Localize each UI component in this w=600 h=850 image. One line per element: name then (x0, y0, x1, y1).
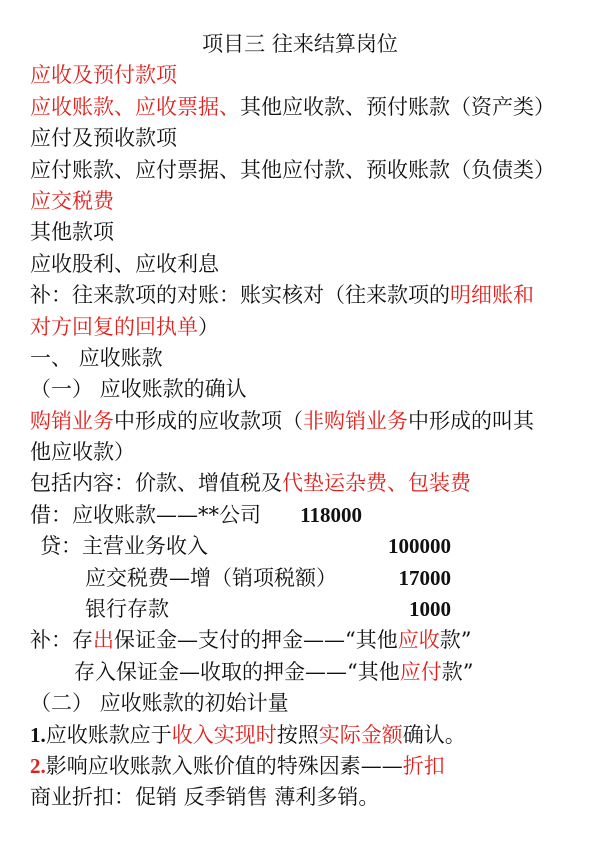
text-segment: 借：应收账款——**公司 (30, 502, 261, 527)
text-segment: 项目三 往来结算岗位 (202, 32, 398, 56)
text-line (30, 751, 590, 782)
highlighted-text: 代垫运杂费、包装费 (282, 471, 471, 496)
text-segment: （一） 应收账款的确认 (30, 377, 247, 402)
highlighted-text: 折扣 (402, 753, 445, 778)
text-segment: 补：往来款项的对账：账实核对（往来款项的 (30, 283, 450, 308)
text-segment: 应付账款、应付票据、其他应付款、预收账款（负债类） (30, 157, 555, 182)
text-line (30, 123, 590, 154)
text-line (30, 563, 590, 594)
text-segment: 应收股利、应收利息 (30, 251, 219, 276)
text-line (30, 374, 590, 405)
text-segment: 确认。 (402, 722, 466, 747)
text-line (30, 688, 590, 719)
text-line (30, 782, 590, 813)
text-line (30, 343, 590, 374)
ledger-amount: 1000 (409, 597, 451, 622)
highlighted-text: 明细账和 (450, 283, 534, 308)
text-segment: 影响应收账款入账价值的特殊因素—— (45, 753, 403, 778)
text-segment: 他应收款） (30, 440, 135, 465)
text-line (30, 500, 590, 531)
text-segment: ） (198, 314, 219, 339)
highlighted-text: 收入实现时 (171, 722, 277, 747)
text-line (30, 92, 590, 123)
highlighted-text: 应付 (399, 659, 442, 684)
text-segment: 1. (30, 722, 46, 747)
highlighted-text: 对方回复的回执单 (30, 314, 198, 339)
text-line (30, 625, 590, 656)
text-segment: 补：存 (30, 628, 93, 653)
highlighted-text: 2. (30, 753, 46, 778)
text-segment: 中形成的叫其 (408, 408, 534, 433)
document-page (30, 29, 590, 814)
text-segment: 银行存款 (85, 597, 169, 622)
text-line (30, 531, 590, 562)
text-line (30, 186, 590, 217)
highlighted-text: 出 (93, 628, 114, 653)
text-line (30, 657, 590, 688)
text-segment: 保证金—支付的押金——“其他 (114, 628, 398, 653)
document-title (30, 29, 570, 60)
text-segment: 一、 应收账款 (30, 345, 163, 370)
highlighted-text: 应交税费 (30, 188, 114, 213)
text-line (30, 60, 590, 91)
highlighted-text: 应收及预付款项 (30, 63, 177, 88)
text-segment: 中形成的应收款项（ (114, 408, 303, 433)
text-line (30, 437, 590, 468)
text-segment: （二） 应收账款的初始计量 (30, 691, 289, 716)
ledger-amount: 118000 (300, 502, 362, 527)
ledger-amount: 17000 (398, 565, 451, 590)
text-segment: 款” (441, 659, 474, 684)
text-line (30, 217, 590, 248)
text-segment: 应付及预收款项 (30, 126, 177, 151)
text-segment: 存入保证金—收取的押金——“其他 (74, 659, 400, 684)
text-line (30, 312, 590, 343)
highlighted-text: 实际金额 (318, 722, 403, 747)
highlighted-text: 应收 (397, 628, 440, 653)
text-segment: 商业折扣：促销 反季销售 薄利多销。 (30, 785, 380, 810)
text-segment: 款” (439, 628, 472, 653)
ledger-amount: 100000 (388, 534, 451, 559)
highlighted-text: 非购销业务 (303, 408, 408, 433)
text-segment: 其他款项 (30, 220, 114, 245)
text-segment: 其他应收款、预付账款（资产类） (240, 94, 555, 119)
text-segment: 包括内容：价款、增值税及 (30, 471, 282, 496)
highlighted-text: 应收账款、应收票据、 (30, 94, 240, 119)
text-segment: 贷：主营业务收入 (40, 534, 208, 559)
text-line (30, 594, 590, 625)
text-segment: 应收账款应于 (45, 722, 172, 747)
text-line (30, 249, 590, 280)
text-segment: 按照 (276, 722, 319, 747)
highlighted-text: 购销业务 (30, 408, 114, 433)
text-line (30, 720, 590, 751)
text-segment: 应交税费—增（销项税额） (85, 565, 337, 590)
text-line (30, 468, 590, 499)
text-line (30, 155, 590, 186)
text-line (30, 406, 590, 437)
text-line (30, 280, 590, 311)
